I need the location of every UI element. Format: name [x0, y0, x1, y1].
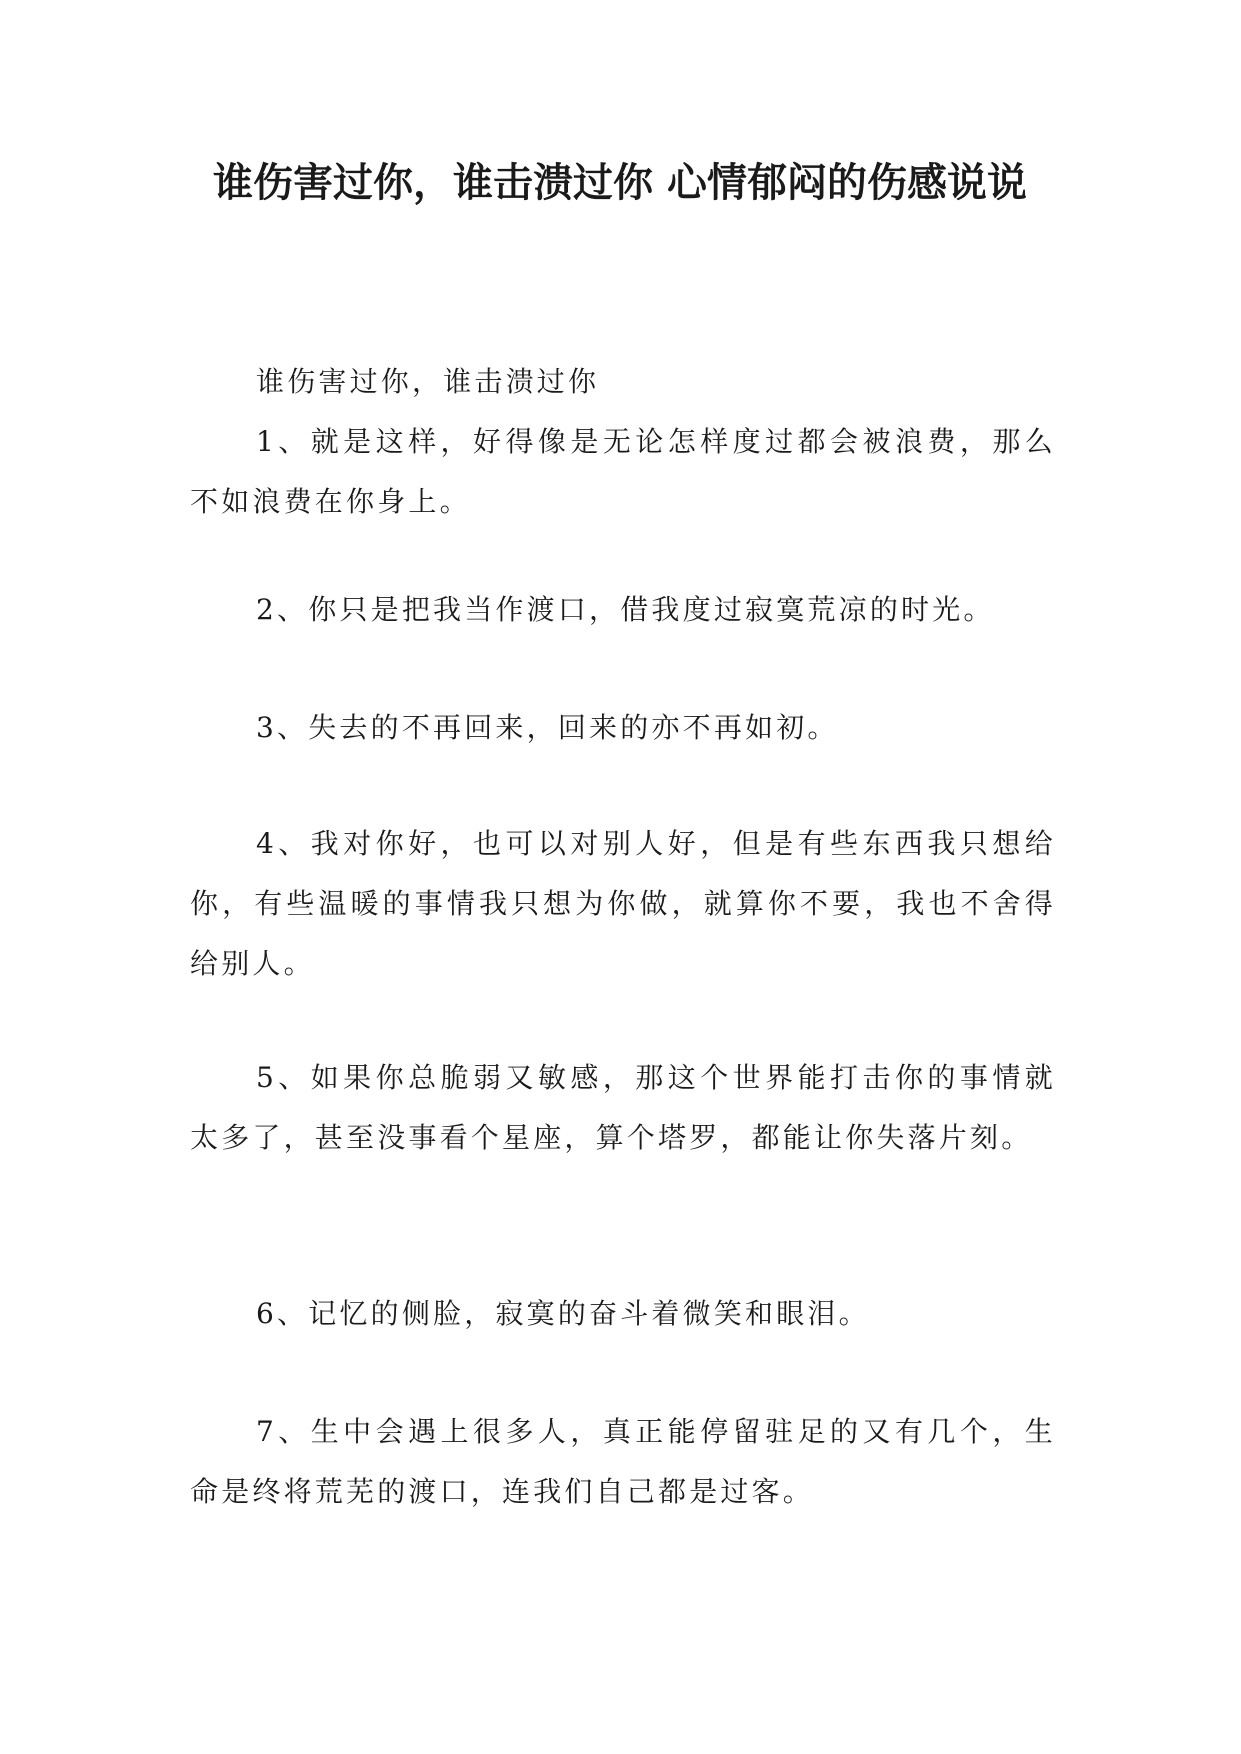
paragraph-1: 1、就是这样，好得像是无论怎样度过都会被浪费，那么不如浪费在你身上。 — [190, 425, 1056, 518]
paragraph-3: 3、失去的不再回来，回来的亦不再如初。 — [256, 711, 839, 744]
paragraph-4: 4、我对你好，也可以对别人好，但是有些东西我只想给你，有些温暖的事情我只想为你做，就算你不要，我也不舍得给别人。 — [190, 827, 1056, 980]
document-title: 谁伤害过你，谁击溃过你 心情郁闷的伤感说说 — [213, 160, 1027, 206]
document-subtitle: 谁伤害过你，谁击溃过你 — [256, 365, 600, 398]
paragraph-7: 7、生中会遇上很多人，真正能停留驻足的又有几个，生命是终将荒芜的渡口，连我们自己都是过客。 — [190, 1415, 1056, 1508]
paragraph-5: 5、如果你总脆弱又敏感，那这个世界能打击你的事情就太多了，甚至没事看个星座，算个塔罗，都能让你失落片刻。 — [190, 1061, 1056, 1154]
paragraph-2: 2、你只是把我当作渡口，借我度过寂寞荒凉的时光。 — [256, 593, 995, 626]
paragraph-6: 6、记忆的侧脸，寂寞的奋斗着微笑和眼泪。 — [256, 1297, 870, 1330]
